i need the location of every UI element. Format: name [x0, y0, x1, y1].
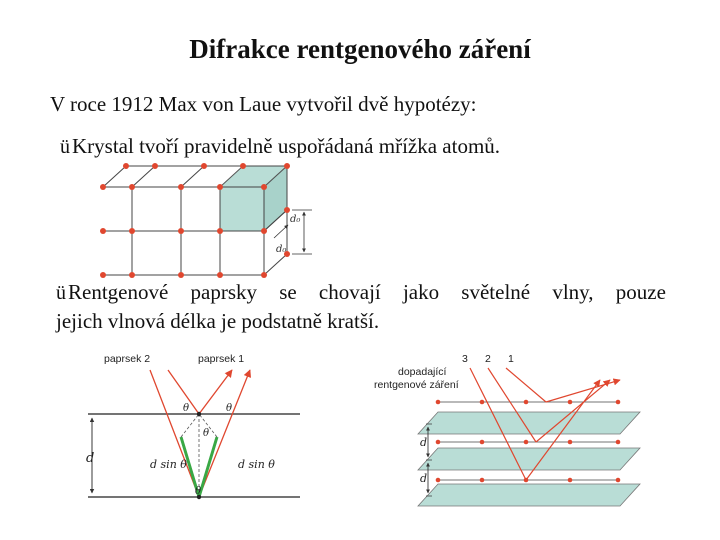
checkmark-icon: ü: [56, 282, 66, 304]
bullet-xray-word-3: se: [279, 280, 297, 304]
checkmark-icon: ü: [60, 136, 70, 158]
ray-number-1: 1: [508, 353, 514, 365]
theta-label-1: θ: [183, 403, 190, 414]
theta-label-3: θ: [203, 428, 210, 439]
bullet-xray-word-6: světelné: [461, 280, 531, 304]
bullet-xray-word-1: üRentgenové: [56, 280, 169, 304]
dsin-left-label: d sin θ: [150, 458, 187, 471]
planes-d-label-2: d: [420, 472, 428, 485]
ray-2-label: paprsek 2: [104, 353, 151, 365]
planes-d-label-1: d: [420, 436, 428, 449]
bullet-xray-word-8: pouze: [615, 280, 666, 304]
incident-xray-caption-2: rentgenové záření: [374, 379, 459, 391]
bullet-xray-line2: jejich vlnová délka je podstatně kratší.: [56, 309, 380, 333]
theta-label-4: θ: [195, 486, 202, 497]
bullet-xray-word-5: jako: [402, 280, 440, 304]
lattice-unit-cube: [220, 166, 287, 231]
bragg-reflection-diagram: [88, 370, 300, 499]
intro-text: V roce 1912 Max von Laue vytvořil dvě hypotézy:: [50, 92, 477, 116]
slide-title: Difrakce rentgenového záření: [189, 34, 531, 64]
lattice-d0-side-label: d₀: [276, 244, 287, 255]
bullet-crystal-text: Krystal tvoří pravidelně uspořádaná mřížka atomů.: [72, 134, 501, 158]
bullet-xray-word-2: paprsky: [190, 280, 258, 304]
ray-number-3: 3: [462, 353, 468, 365]
bullet-xray-word-7: vlny,: [552, 280, 594, 304]
incident-xray-caption-1: dopadající: [398, 366, 447, 378]
lattice-d0-depth-label: d₀: [290, 214, 301, 225]
dsin-right-label: d sin θ: [238, 458, 275, 471]
ray-1-label: paprsek 1: [198, 353, 245, 365]
theta-label-2: θ: [226, 403, 233, 414]
ray-number-2: 2: [485, 353, 491, 365]
bullet-xray-word-4: chovají: [318, 280, 381, 304]
bragg-d-label: d: [86, 451, 95, 466]
